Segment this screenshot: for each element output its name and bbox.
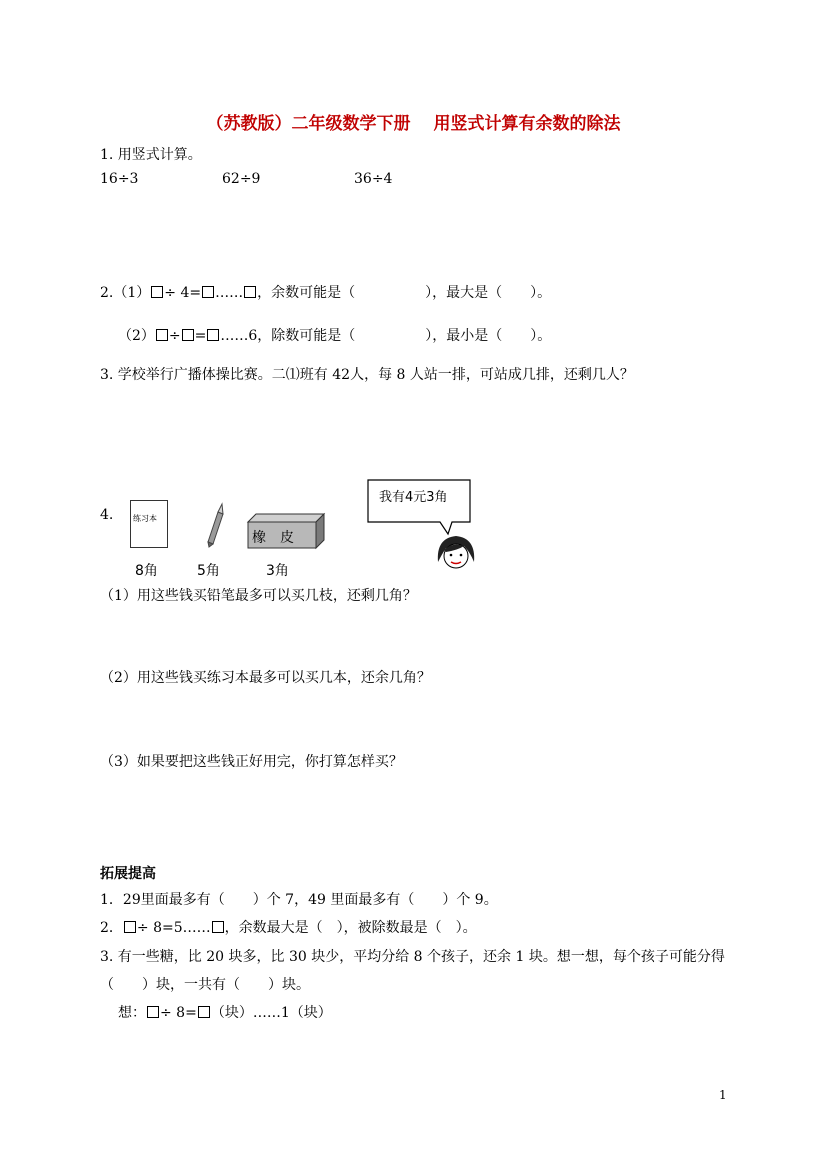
price-notebook: 8角 — [135, 563, 158, 579]
extension-line-5-prefix: 想： — [118, 1005, 146, 1021]
q4-sub2: （2）用这些钱买练习本最多可以买几本，还余几角？ — [100, 670, 431, 686]
extension-line-5-mid: ÷ 8= — [160, 1005, 197, 1021]
extension-line-1: 1．29里面最多有（ ）个 7，49 里面最多有（ ）个 9。 — [100, 892, 498, 908]
blank-box — [124, 921, 136, 933]
q2-part1-prefix: 2.（1） — [100, 285, 151, 301]
price-eraser: 3角 — [266, 563, 289, 579]
page-number: 1 — [719, 1088, 727, 1102]
q2-part1-mid1: ÷ 4= — [164, 285, 202, 301]
q2-part1 — [100, 285, 551, 301]
q1-item: 62÷9 — [222, 171, 261, 187]
extension-line-2-suffix: ，余数最大是（ ），被除数最是（ ）。 — [224, 920, 477, 936]
pencil-icon — [200, 502, 226, 548]
eraser-label: 橡 皮 — [252, 530, 294, 546]
blank-box — [207, 329, 219, 341]
page-title: （苏教版）二年级数学下册 用竖式计算有余数的除法 — [206, 114, 621, 134]
price-pencil: 5角 — [197, 563, 220, 579]
extension-line-5 — [118, 1005, 332, 1021]
extension-line-2 — [100, 920, 477, 936]
blank-box — [244, 286, 256, 298]
q4-label: 4. — [100, 507, 114, 523]
blank-box — [151, 286, 163, 298]
q2-part2-prefix: （2） — [118, 328, 155, 344]
q4-sub1: （1）用这些钱买铅笔最多可以买几枝，还剩几角？ — [100, 588, 417, 604]
q1-item: 36÷4 — [354, 171, 393, 187]
blank-box — [147, 1006, 159, 1018]
extension-line-5-suffix: （块）……1（块） — [210, 1005, 332, 1021]
q2-part1-suffix: ，余数可能是（ ），最大是（ ）。 — [257, 285, 552, 301]
extension-line-2-mid2: … — [196, 920, 211, 936]
q2-part1-mid2: …… — [215, 285, 244, 301]
extension-line-2-mid1: ÷ 8=5… — [136, 920, 197, 936]
extension-line-3: 3. 有一些糖，比 20 块多，比 30 块少，平均分给 8 个孩子，还余 1 块。想一想，每个孩子可能分得 — [100, 949, 725, 965]
q3-text: 3. 学校举行广播体操比赛。二⑴班有 42人，每 8 人站一排，可站成几排，还剩几人？ — [100, 367, 634, 383]
speech-text: 我有4元3角 — [379, 490, 448, 505]
extension-line-2-prefix: 2． — [100, 920, 123, 936]
q2-part2-mid1: ÷ — [168, 328, 181, 344]
q1-item: 16÷3 — [100, 171, 139, 187]
blank-box — [198, 1006, 210, 1018]
notebook-label: 练习本 — [133, 514, 157, 523]
blank-box — [182, 329, 194, 341]
q2-part2-mid2: = — [194, 328, 207, 344]
extension-line-4: （ ）块，一共有（ ）块。 — [100, 977, 310, 993]
blank-box — [212, 921, 224, 933]
blank-box — [156, 329, 168, 341]
q2-part2 — [118, 328, 551, 344]
notebook-image — [130, 500, 168, 548]
extension-heading: 拓展提高 — [100, 866, 156, 882]
q1-label: 1. 用竖式计算。 — [100, 147, 202, 163]
q4-sub3: （3）如果要把这些钱正好用完，你打算怎样买？ — [100, 754, 403, 770]
girl-face-icon — [434, 532, 478, 570]
blank-box — [202, 286, 214, 298]
q2-part2-suffix: ……6，除数可能是（ ），最小是（ ）。 — [220, 328, 552, 344]
